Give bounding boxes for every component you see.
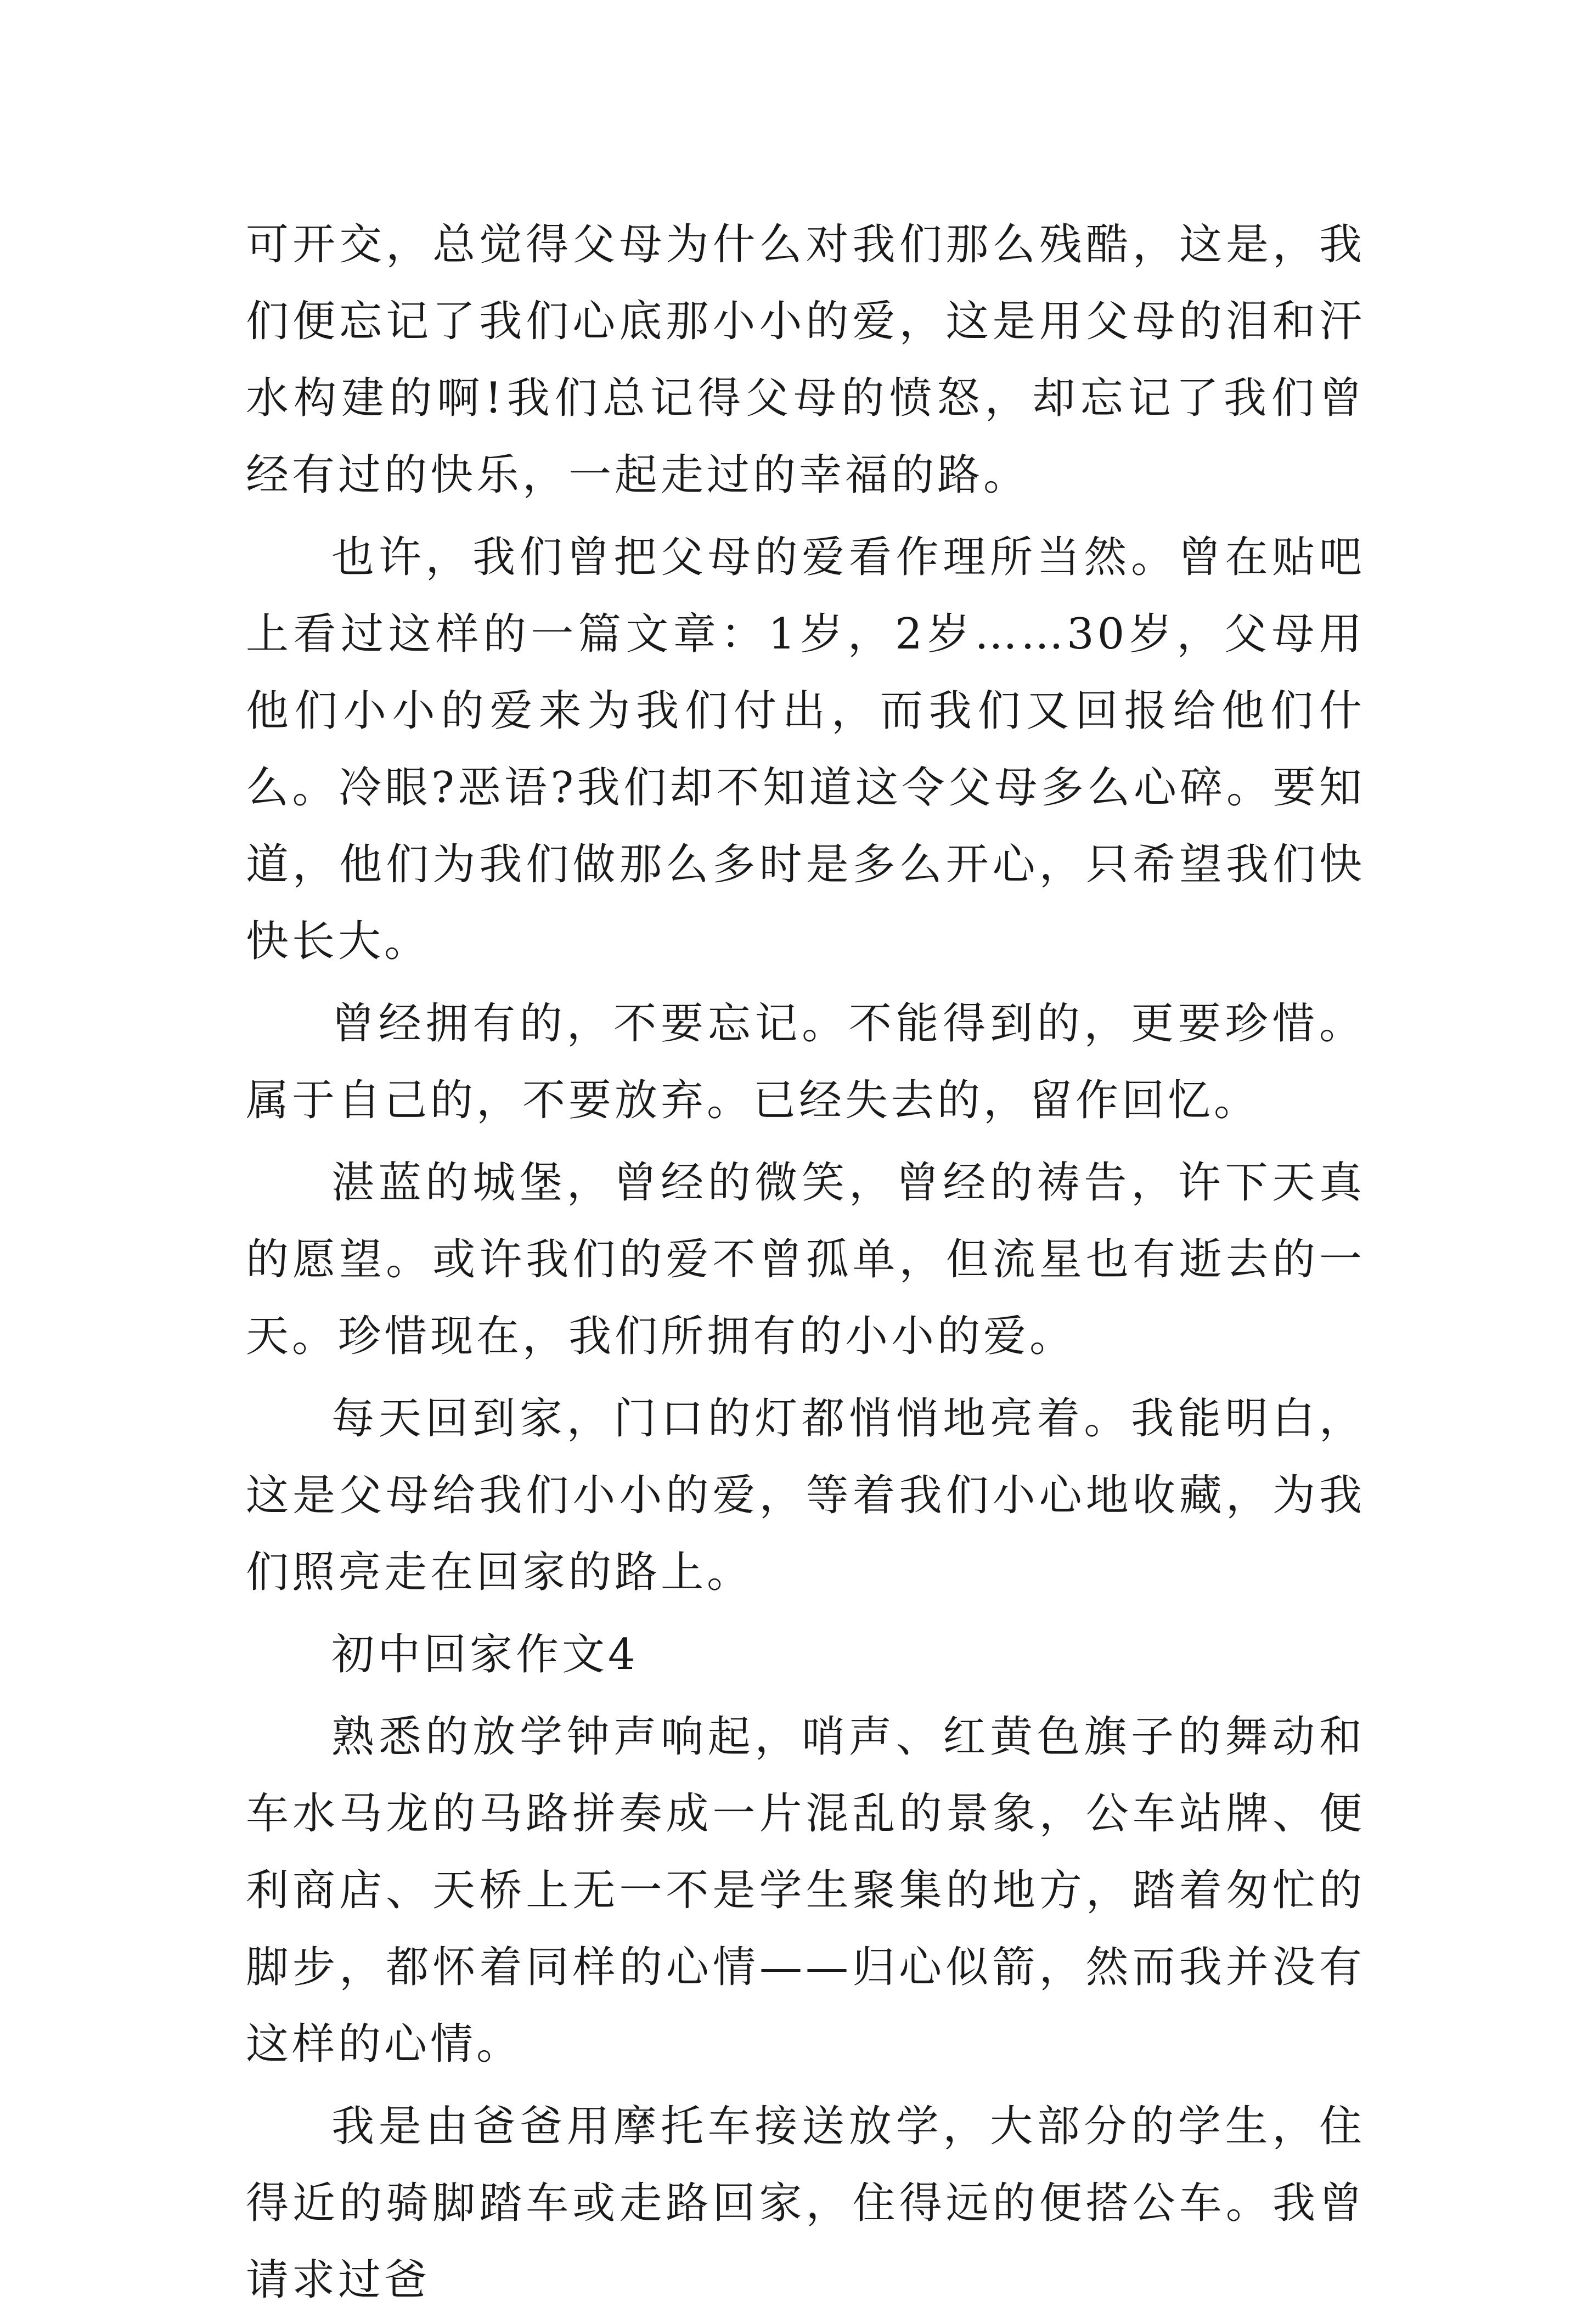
paragraph: 也许，我们曾把父母的爱看作理所当然。曾在贴吧上看过这样的一篇文章：1岁，2岁……30岁，父母用他们小小的爱来为我们付出，而我们又回报给他们什么。冷眼?恶语?我们却不知道这令父母多么心碎。要知道，他们为我们做那么多时是多么开心，只希望我们快快长大。: [246, 533, 1365, 966]
paragraph: 湛蓝的城堡，曾经的微笑，曾经的祷告，许下天真的愿望。或许我们的爱不曾孤单，但流星也有逝去的一天。珍惜现在，我们所拥有的小小的爱。: [246, 1158, 1365, 1361]
paragraph: 曾经拥有的，不要忘记。不能得到的，更要珍惜。属于自己的，不要放弃。已经失去的，留作回忆。: [246, 999, 1365, 1125]
paragraph: 熟悉的放学钟声响起，哨声、红黄色旗子的舞动和车水马龙的马路拼奏成一片混乱的景象，公车站牌、便利商店、天桥上无一不是学生聚集的地方，踏着匆忙的脚步，都怀着同样的心情——归心似箭，然而我并没有这样的心情。: [246, 1712, 1365, 2069]
paragraph-continued: 可开交，总觉得父母为什么对我们那么残酷，这是，我们便忘记了我们心底那小小的爱，这是用父母的泪和汗水构建的啊!我们总记得父母的愤怒，却忘记了我们曾经有过的快乐，一起走过的幸福的路。: [246, 220, 1365, 500]
paragraph: 我是由爸爸用摩托车接送放学，大部分的学生，住得近的骑脚踏车或走路回家，住得远的便搭公车。我曾请求过爸: [246, 2102, 1365, 2305]
paragraph: 每天回到家，门口的灯都悄悄地亮着。我能明白，这是父母给我们小小的爱，等着我们小心地收藏，为我们照亮走在回家的路上。: [246, 1394, 1365, 1597]
section-heading: 初中回家作文4: [331, 1630, 639, 1679]
document-body: [246, 206, 1365, 2324]
